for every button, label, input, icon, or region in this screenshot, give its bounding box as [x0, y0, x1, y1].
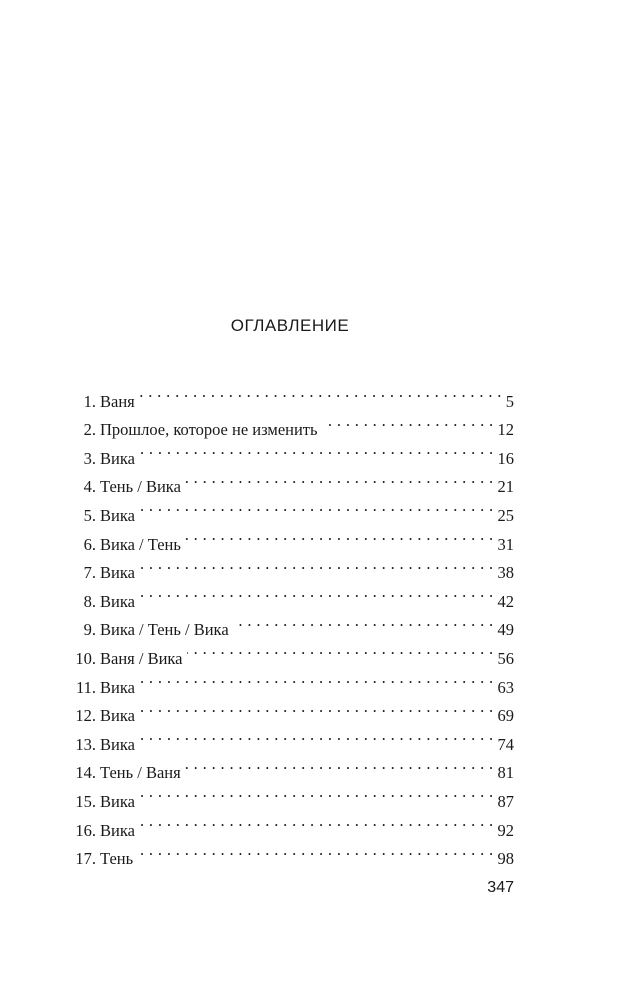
toc-entry-page: 92: [497, 820, 514, 840]
toc-entry-number: 7.: [83, 563, 96, 583]
toc-entry-page: 16: [497, 448, 514, 468]
toc-dot-leader: [139, 721, 494, 750]
toc-entry-label: Вика: [100, 706, 135, 726]
toc-entry-label: Прошлое, которое не изменить: [100, 420, 318, 440]
toc-dot-leader: [187, 635, 494, 664]
toc-dot-leader: [139, 492, 494, 521]
toc-dot-leader: [139, 778, 494, 807]
toc-entry-page: 49: [497, 620, 514, 640]
toc-title: ОГЛАВЛЕНИЕ: [230, 316, 350, 335]
toc-entry-label: Вика: [100, 505, 135, 525]
toc-entry-number: 15.: [75, 791, 96, 811]
toc-entry[interactable]: [62, 378, 514, 411]
toc-entry-label: Вика / Тень: [100, 534, 181, 554]
toc-entry-page: 21: [497, 477, 514, 497]
toc-dot-leader: [139, 807, 494, 836]
toc-entry-number: 10.: [75, 648, 96, 668]
toc-entry-page: 98: [497, 849, 514, 869]
toc-dot-leader: [139, 435, 494, 464]
toc-entry-number: 2.: [83, 420, 96, 440]
toc-entry-label: Вика: [100, 734, 135, 754]
toc-entry-number: 12.: [75, 706, 96, 726]
page-number: 347: [487, 879, 514, 896]
toc-dot-leader: [139, 693, 494, 722]
toc-entry-page: 56: [497, 648, 514, 668]
toc-entry-page: 31: [497, 534, 514, 554]
toc-entry-page: 38: [497, 563, 514, 583]
toc-dot-leader: [185, 521, 494, 550]
toc-entry-page: 25: [497, 505, 514, 525]
toc-entry-page: 81: [497, 763, 514, 783]
toc-entry-label: Вика: [100, 677, 135, 697]
toc-dot-leader: [233, 607, 494, 636]
toc-entry-page: 63: [497, 677, 514, 697]
toc-entry-number: 6.: [83, 534, 96, 554]
toc-dot-leader: [185, 750, 494, 779]
toc-entry-label: Вика / Тень / Вика: [100, 620, 229, 640]
toc-entry-label: Вика: [100, 563, 135, 583]
toc-entry-number: 16.: [75, 820, 96, 840]
toc-entry-label: Вика: [100, 820, 135, 840]
toc-entry-number: 17.: [75, 849, 96, 869]
toc-entry-page: 69: [497, 706, 514, 726]
toc-entry-page: 12: [497, 420, 514, 440]
toc-entry-number: 13.: [75, 734, 96, 754]
toc-entry-number: 3.: [83, 448, 96, 468]
toc-entry-number: 5.: [83, 505, 96, 525]
toc-entry-label: Тень / Ваня: [100, 763, 181, 783]
toc-entry-label: Тень / Вика: [100, 477, 181, 497]
toc-dot-leader: [185, 464, 494, 493]
toc-entry-page: 5: [505, 391, 514, 411]
toc-entry-number: 8.: [83, 591, 96, 611]
toc-entry-label: Вика: [100, 791, 135, 811]
toc-entry-label: Вика: [100, 448, 135, 468]
toc-dot-leader: [322, 407, 494, 436]
toc-entry-page: 42: [497, 591, 514, 611]
toc-entry-label: Тень: [100, 849, 134, 869]
toc-entry-number: 9.: [83, 620, 96, 640]
toc-entry-label: Ваня: [100, 391, 135, 411]
toc-dot-leader: [139, 378, 502, 407]
toc-dot-leader: [137, 836, 493, 865]
toc-dot-leader: [139, 664, 494, 693]
toc-entry-number: 14.: [75, 763, 96, 783]
toc-entry-label: Ваня / Вика: [100, 648, 183, 668]
toc-dot-leader: [139, 550, 494, 579]
toc-entry-page: 74: [497, 734, 514, 754]
toc-entry-label: Вика: [100, 591, 135, 611]
toc-dot-leader: [139, 578, 494, 607]
toc-list: [62, 378, 514, 869]
toc-entry-number: 11.: [75, 677, 96, 697]
toc-entry-page: 87: [497, 791, 514, 811]
toc-entry-number: 4.: [83, 477, 96, 497]
toc-entry-number: 1.: [83, 391, 96, 411]
